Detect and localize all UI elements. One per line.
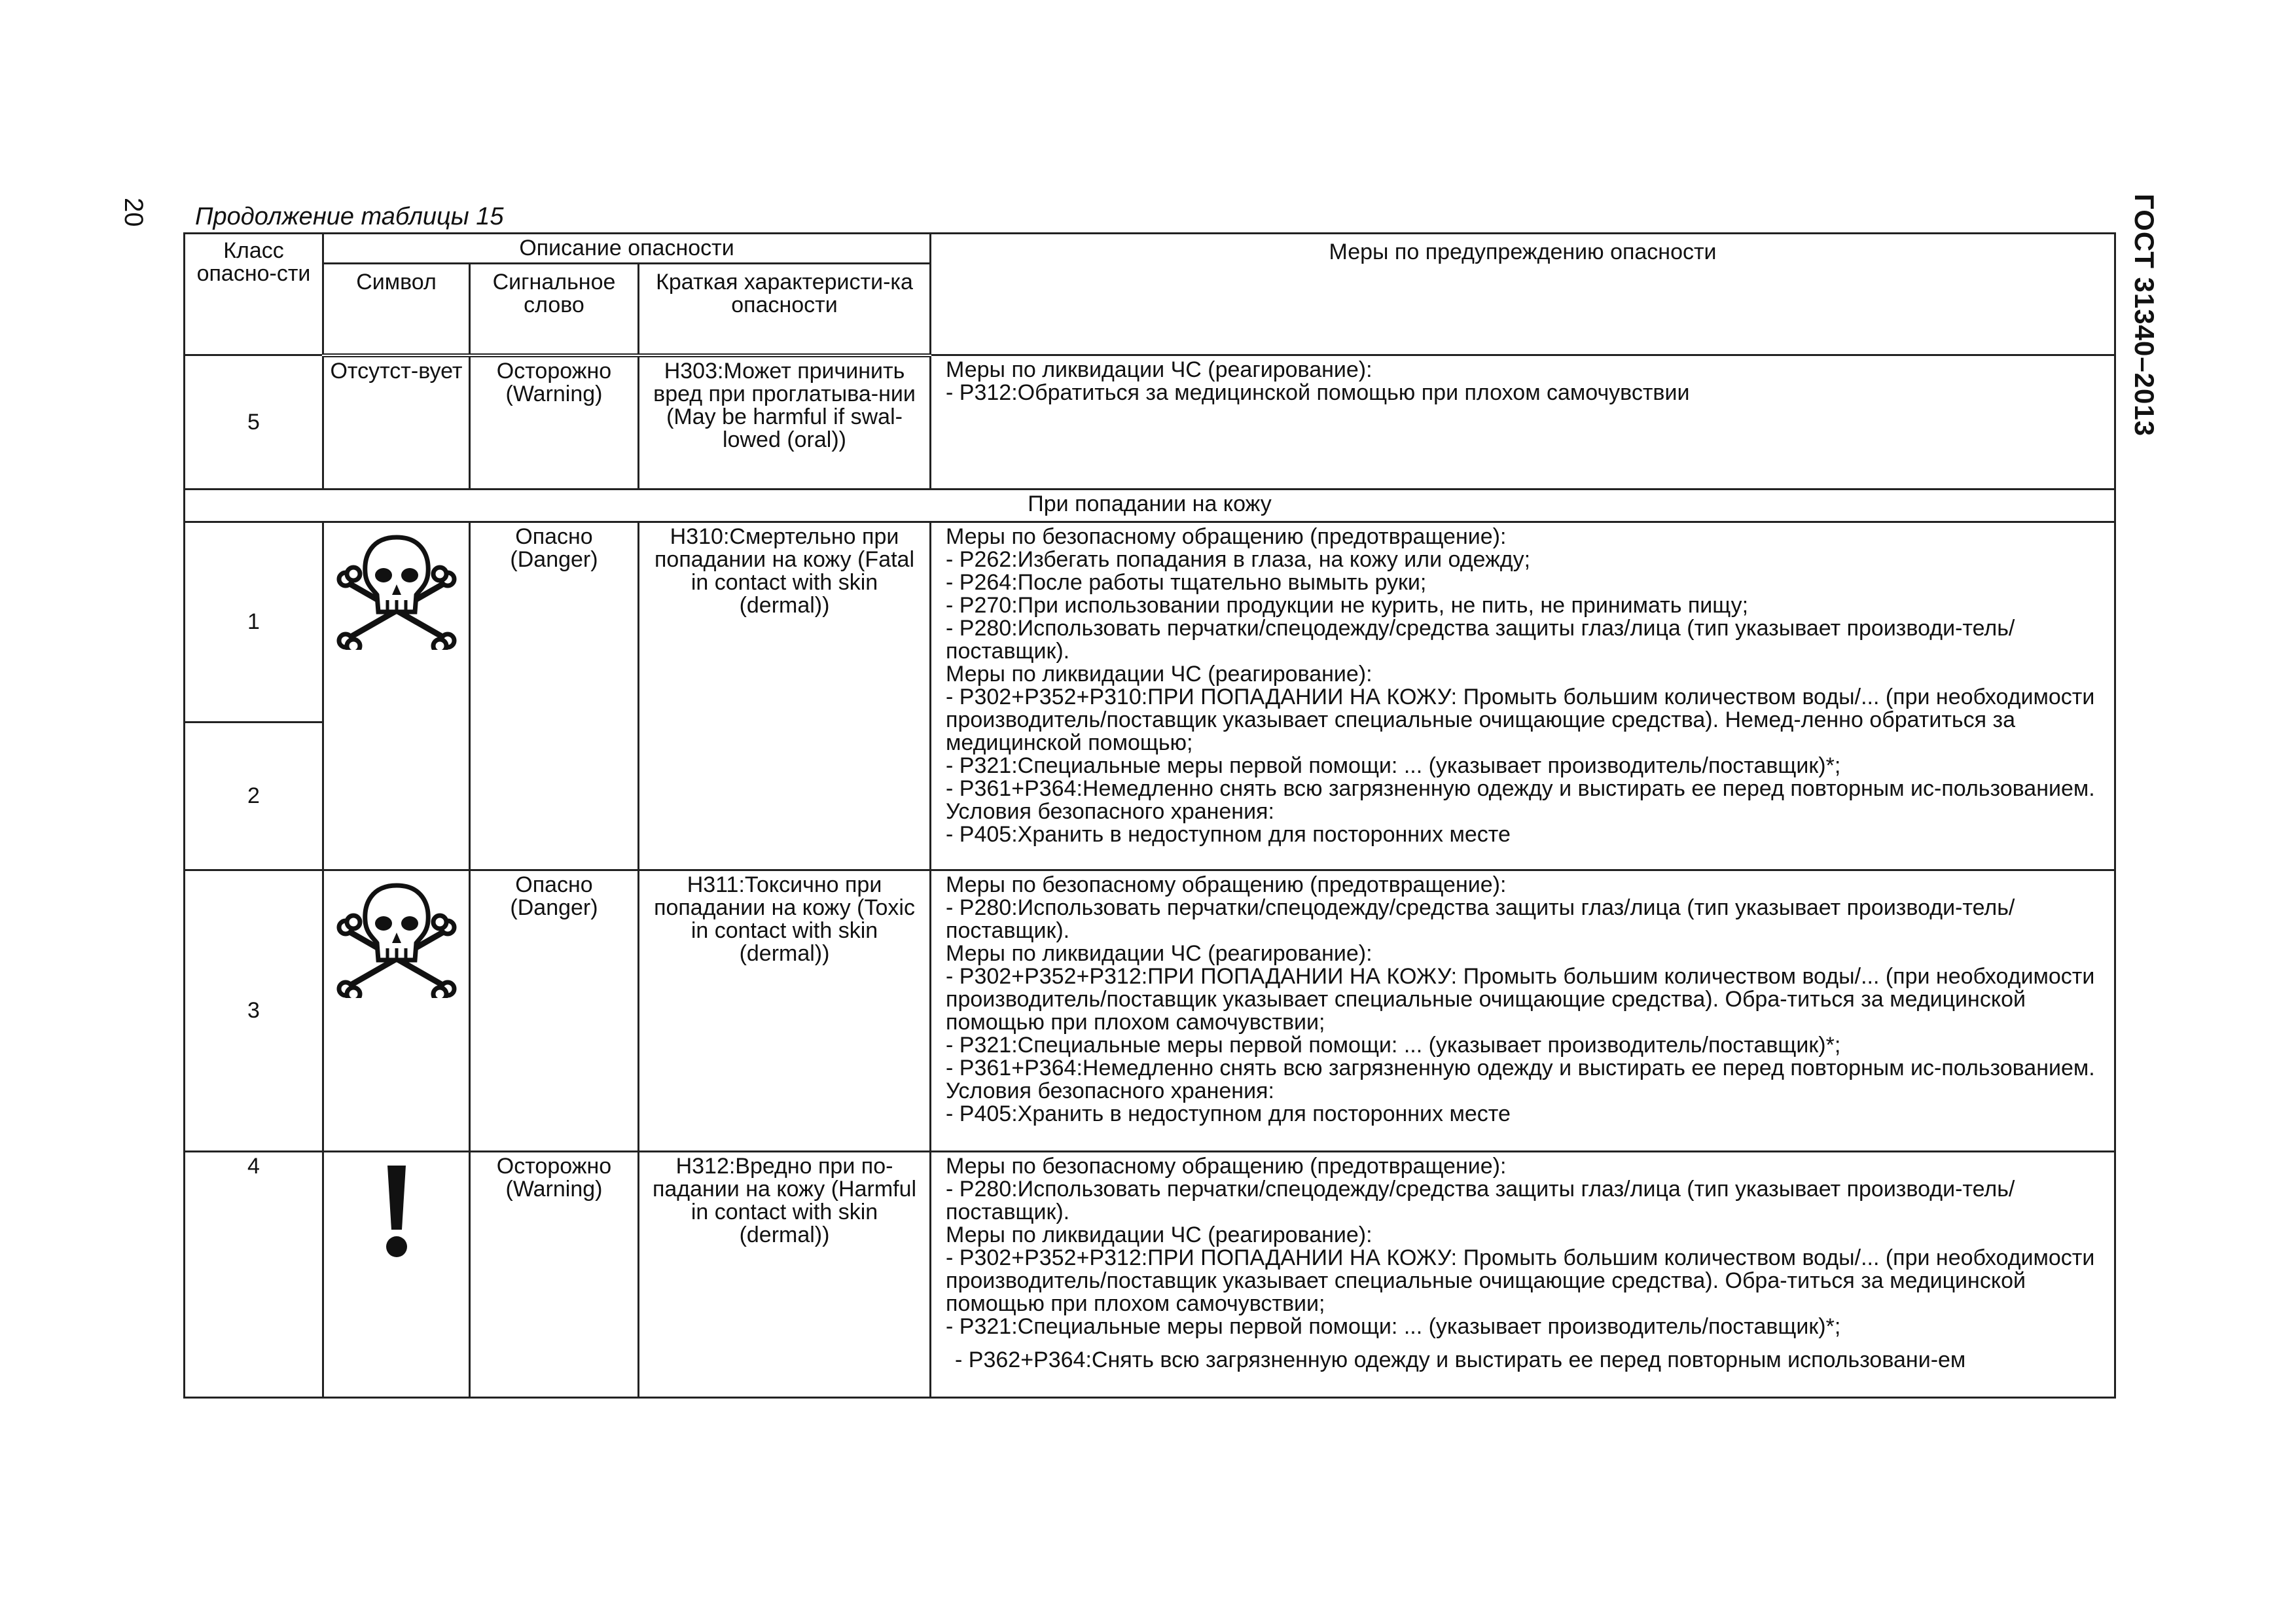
table-row xyxy=(185,355,2115,490)
measures-cell xyxy=(931,522,2115,870)
measure-line: - Р302+Р352+Р312:ПРИ ПОПАДАНИИ НА КОЖУ: Промыть большим количеством воды/... (при необходимости производитель/поставщик указывает специальные очищающие средства). Обра-титься за медицинской помощью при плохом самочувствии; xyxy=(946,1245,2095,1317)
hazard-class-cell: 3 xyxy=(185,870,323,1152)
hazard-class-cell: 1 xyxy=(185,522,323,722)
measure-line: Меры по ликвидации ЧС (реагирование): xyxy=(946,1222,1372,1248)
header-hazard-description: Описание опасности xyxy=(323,234,931,264)
measure-line: Меры по безопасному обращению (предотвращение): xyxy=(946,872,1507,898)
measure-line: - Р405:Хранить в недоступном для посторонних месте xyxy=(946,822,1511,847)
characteristic-cell: Н311:Токсично при попадании на кожу (Toxic in contact with skin (dermal)) xyxy=(639,870,931,1152)
measure-line: - Р302+Р352+Р310:ПРИ ПОПАДАНИИ НА КОЖУ: Промыть большим количеством воды/... (при необходимости производитель/поставщик указывает специальные очищающие средства). Немед-ленно обратиться за медицинской помощью; xyxy=(946,685,2095,756)
measure-line: - Р321:Специальные меры первой помощи: ... (указывает производитель/поставщик)*; xyxy=(946,753,1841,779)
measure-line: - Р270:При использовании продукции не курить, не пить, не принимать пищу; xyxy=(946,593,1749,618)
measure-line: - Р262:Избегать попадания в глаза, на кожу или одежду; xyxy=(946,547,1531,573)
measure-line: Условия безопасного хранения: xyxy=(946,1079,1274,1104)
page-number: 20 xyxy=(119,198,148,227)
symbol-cell xyxy=(323,522,470,870)
hazard-table xyxy=(183,232,2116,1399)
header-brief-characteristic: Краткая характеристи-ка опасности xyxy=(639,264,931,355)
table-row xyxy=(185,870,2115,1152)
standard-code: ГОСТ 31340–2013 xyxy=(2129,194,2160,437)
measure-line: - Р264:После работы тщательно вымыть руки; xyxy=(946,570,1427,596)
skull-crossbones-icon xyxy=(331,880,462,998)
measure-line: Меры по ликвидации ЧС (реагирование): xyxy=(946,662,1372,687)
table-row xyxy=(185,1152,2115,1398)
measure-line: - Р302+Р352+Р312:ПРИ ПОПАДАНИИ НА КОЖУ: Промыть большим количеством воды/... (при необходимости производитель/поставщик указывает специальные очищающие средства). Обра-титься за медицинской помощью при плохом самочувствии; xyxy=(946,964,2095,1035)
measure-line: - Р321:Специальные меры первой помощи: ... (указывает производитель/поставщик)*; xyxy=(946,1314,1841,1340)
skull-crossbones-icon xyxy=(331,532,462,650)
measure-line: Меры по безопасному обращению (предотвращение): xyxy=(946,524,1507,550)
measure-line: - Р312:Обратиться за медицинской помощью при плохом самочувствии xyxy=(946,380,1690,406)
measure-line: - Р361+Р364:Немедленно снять всю загрязненную одежду и выстирать ее перед повторным ис-пользованием. xyxy=(946,776,2095,802)
measure-line: Меры по ликвидации ЧС (реагирование): xyxy=(946,357,1372,383)
measure-line: - Р362+Р364:Снять всю загрязненную одежду и выстирать ее перед повторным использовани-ем xyxy=(955,1347,1966,1373)
measure-line: - Р280:Использовать перчатки/спецодежду/средства защиты глаз/лица (тип указывает производи-тель/ поставщик). xyxy=(946,1177,2015,1225)
measures-cell xyxy=(931,870,2115,1152)
signal-word-cell: Осторожно (Warning) xyxy=(470,355,639,490)
measure-line: Меры по ликвидации ЧС (реагирование): xyxy=(946,941,1372,967)
table-row xyxy=(185,522,2115,722)
measure-line: - Р321:Специальные меры первой помощи: ... (указывает производитель/поставщик)*; xyxy=(946,1033,1841,1058)
header-symbol: Символ xyxy=(323,264,470,355)
measures-cell xyxy=(931,355,2115,490)
measure-line: - Р280:Использовать перчатки/спецодежду/средства защиты глаз/лица (тип указывает производи-тель/ поставщик). xyxy=(946,616,2015,664)
measure-line: - Р280:Использовать перчатки/спецодежду/средства защиты глаз/лица (тип указывает производи-тель/ поставщик). xyxy=(946,895,2015,944)
measure-line: - Р405:Хранить в недоступном для посторонних месте xyxy=(946,1101,1511,1127)
continuation-title: Продолжение таблицы 15 xyxy=(195,203,504,230)
signal-word-cell: Опасно (Danger) xyxy=(470,870,639,1152)
symbol-cell xyxy=(323,870,470,1152)
symbol-cell xyxy=(323,1152,470,1398)
section-title: При попадании на кожу xyxy=(185,490,2115,522)
header-signal-word: Сигнальное слово xyxy=(470,264,639,355)
section-row xyxy=(185,490,2115,522)
measure-line: Меры по безопасному обращению (предотвращение): xyxy=(946,1154,1507,1179)
measure-line: Условия безопасного хранения: xyxy=(946,799,1274,825)
hazard-class-cell: 2 xyxy=(185,722,323,870)
characteristic-cell: Н312:Вредно при по-падании на кожу (Harmful in contact with skin (dermal)) xyxy=(639,1152,931,1398)
measures-cell xyxy=(931,1152,2115,1398)
exclamation-mark-icon xyxy=(331,1162,462,1260)
characteristic-cell: Н303:Может причинить вред при проглатыва-нии (May be harmful if swal-lowed (oral)) xyxy=(639,355,931,490)
symbol-cell: Отсутст-вует xyxy=(323,355,470,490)
signal-word-cell: Опасно (Danger) xyxy=(470,522,639,870)
characteristic-cell: Н310:Смертельно при попадании на кожу (Fatal in contact with skin (dermal)) xyxy=(639,522,931,870)
hazard-class-cell: 4 xyxy=(185,1152,323,1398)
measure-line: - Р361+Р364:Немедленно снять всю загрязненную одежду и выстирать ее перед повторным ис-пользованием. xyxy=(946,1056,2095,1081)
header-hazard-class: Класс опасно-сти xyxy=(185,234,323,355)
hazard-class-cell: 5 xyxy=(185,355,323,490)
header-precaution-measures: Меры по предупреждению опасности xyxy=(931,234,2115,355)
signal-word-cell: Осторожно (Warning) xyxy=(470,1152,639,1398)
